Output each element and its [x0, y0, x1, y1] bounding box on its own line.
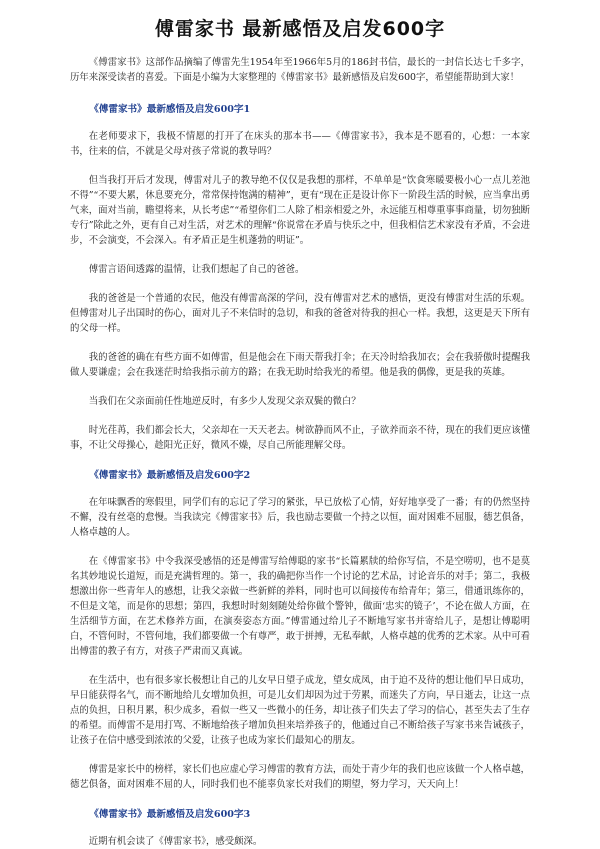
intro-paragraph: 《傅雷家书》这部作品摘编了傅雷先生1954年至1966年5月的186封书信，最长的一封信长达七千多字，历年来深受读者的喜爱。下面是小编为大家整理的《傅雷家书》最新感悟及启发600字，希望能帮助到大家！ — [70, 57, 530, 83]
section-1-paragraph: 当我们在父亲面前任性地逆反时，有多少人发现父亲双鬓的微白？ — [88, 396, 361, 407]
section-1-paragraph: 时光荏苒，我们都会长大，父亲却在一天天老去。树欲静而风不止，子欲养而亲不待，现在的我们更应该懂事，不让父母操心，趁阳光正好，微风不燥，尽自己所能理解父母。 — [70, 425, 530, 451]
section-1-paragraph: 但当我打开后才发现，傅雷对儿子的教导绝不仅仅是我想的那样，不单单是“饮食寒暖要极小心一点儿差池不得”“不要大累，休息要充分，常常保持饱满的精神”，更有“现在正是设计你下一阶段生活的时候，应当拿出勇气来，面对当前，瞻望将来，从长考虑”“希望你们二人除了相亲相爱之外，永远能互相尊重事事商量，切勿独断专行”除此之外，更有自己对生活，对艺术的理解“你说常在矛盾与快乐之中，但我相信艺术家没有矛盾，不会进步，不会演变，不会深入。有矛盾正是生机蓬勃的明证”。 — [70, 175, 530, 246]
section-1-paragraph: 傅雷言语间透露的温情，让我们想起了自己的爸爸。 — [88, 264, 305, 275]
section-2-heading: 《傅雷家书》最新感悟及启发600字2 — [89, 470, 251, 481]
section-3-paragraph: 近期有机会读了《傅雷家书》，感受颇深。 — [88, 836, 263, 847]
section-1-heading: 《傅雷家书》最新感悟及启发600字1 — [89, 104, 251, 115]
section-1-paragraph: 我的爸爸的确在有些方面不如傅雷，但是他会在下雨天帮我打伞；在天冷时给我加衣；会在我骄傲时提醒我做人要谦虚；会在我迷茫时给我指示前方的路；在我无助时给我光的希望。他是我的偶像，更是我的英雄。 — [70, 352, 530, 378]
section-2-paragraph: 在生活中，也有很多家长极想让自己的儿女早日望子成龙，望女成凤，由于迫不及待的想让他们早日成功，早日能获得名气，而不断地给儿女增加负担，可是儿女们却因为过于劳累，而迷失了方向，早日逝去，让这一点点的负担，日积月累，积少成多，看似一些又一些微小的任务，却让孩子们失去了学习的信心，甚至失去了生存的希望。而傅雷不是用打骂、不断地给孩子增加负担来培养孩子的，他通过自己不断给孩子写家书来告诫孩子，让孩子在信中感受到浓浓的父爱，让孩子也成为家长们最知心的朋友。 — [70, 675, 530, 746]
section-1-paragraph: 在老师要求下，我极不情愿的打开了在床头的那本书——《傅雷家书》，我本是不愿看的，心想：一本家书，往来的信，不就是父母对孩子常说的教导吗？ — [70, 131, 530, 157]
section-2-paragraph: 傅雷是家长中的榜样，家长们也应虚心学习傅雷的教育方法，而处于青少年的我们也应该做一个人格卓越，德艺俱备，面对困难不屈的人，同时我们也不能辜负家长对我们的期望，努力学习，天天向上！ — [70, 764, 530, 790]
section-1-paragraph: 我的爸爸是一个普通的农民，他没有傅雷高深的学问，没有傅雷对艺术的感悟，更没有傅雷对生活的乐观。但傅雷对儿子出国时的伤心，面对儿子不来信时的急切，和我的爸爸对待我的担心一样。我想，这更是天下所有的父母一样。 — [70, 293, 530, 334]
section-2-paragraph: 在《傅雷家书》中令我深受感悟的还是傅雷写给傅聪的家书“长篇累牍的给你写信，不是空唠叨，也不是莫名其妙地说长道短，而是充满哲理的。第一，我的确把你当作一个讨论的艺术品，讨论音乐的对手；第二，我极想激出你一些青年人的感想，让我父亲做一些新鲜的养料，同时也可以间接传布给青年；第三，借通讯练你的，不但是文笔，而是你的思想；第四，我想时时刻刻随处给你做个警钟，做面‘忠实的镜子’，不论在做人方面，在生活细节方面，在艺术修养方面，在演奏姿态方面。”傅雷通过给儿子不断地写家书并寄给儿子，是想让傅聪明白，不管何时，不管何地，我们都要做一个有尊严，敢于拼搏，无私奉献，人格卓越的优秀的艺术家。从中可看出傅雷的教子有方，对孩子严肃而又真诚。 — [70, 556, 530, 657]
section-3-heading: 《傅雷家书》最新感悟及启发600字3 — [89, 809, 251, 820]
section-2-paragraph: 在年味飘香的寒假里，同学们有的忘记了学习的紧张，早已放松了心情，好好地享受了一番；有的仍然坚持不懈，没有丝毫的怠慢。当我读完《傅雷家书》后，我也励志要做一个持之以恒，面对困难不屈服，德艺俱备，人格卓越的人。 — [70, 497, 530, 538]
document-title: 傅雷家书 最新感悟及启发600字 — [154, 18, 446, 40]
